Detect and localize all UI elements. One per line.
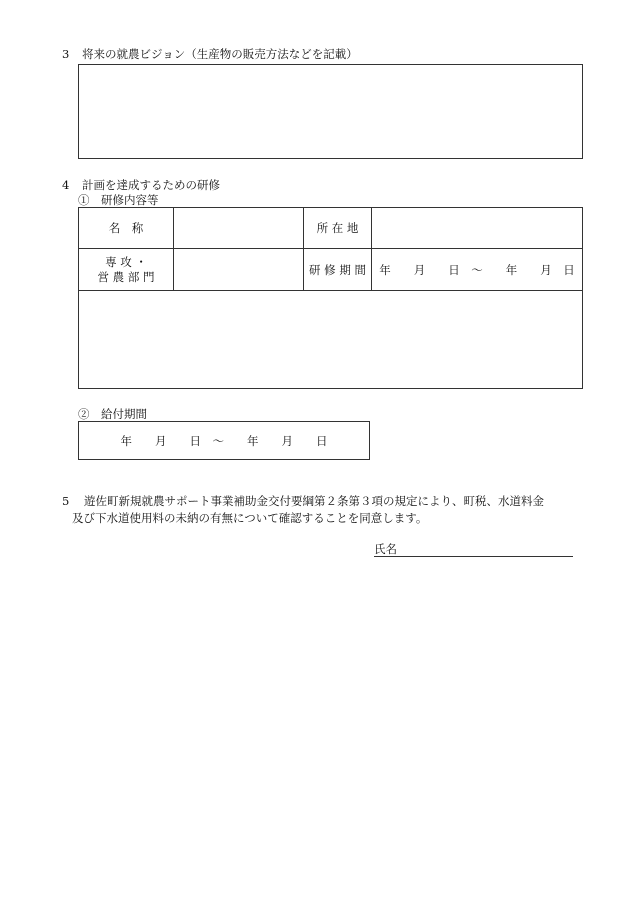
name-label: 名 称: [108, 221, 144, 235]
major-label-line1: 専 攻 ・: [105, 254, 147, 269]
section-3-title: 将来の就農ビジョン（生産物の販売方法などを記載）: [82, 47, 358, 61]
section-3-number: 3: [62, 47, 70, 61]
training-details-field[interactable]: [79, 291, 582, 388]
training-content-subtitle: ① 研修内容等: [78, 193, 159, 207]
payment-period-box[interactable]: [78, 421, 370, 460]
major-field[interactable]: [174, 249, 303, 290]
signature-line[interactable]: [374, 556, 573, 557]
section-4-title: 計画を達成するための研修: [82, 178, 220, 192]
location-field[interactable]: [372, 208, 582, 248]
training-period-label: 研 修 期 間: [309, 262, 366, 277]
section-5-text-line2: 及び下水道使用料の未納の有無について確認することを同意します。: [72, 511, 428, 525]
payment-period-value: 年 月 日 ～ 年 月 日: [120, 433, 328, 448]
location-label: 所 在 地: [316, 221, 359, 235]
payment-period-subtitle: ② 給付期間: [78, 407, 147, 421]
signature-label: 氏名: [374, 542, 397, 556]
training-table: [78, 207, 583, 389]
section-4-number: 4: [62, 178, 70, 192]
training-period-value[interactable]: 年 月 日 ～ 年 月 日: [379, 262, 575, 277]
name-field[interactable]: [174, 208, 303, 248]
farming-vision-textarea[interactable]: [78, 64, 583, 159]
major-label-line2: 営 農 部 門: [97, 269, 155, 284]
section-5-text-line1: 遊佐町新規就農サポート事業補助金交付要綱第２条第３項の規定により、町税、水道料金: [84, 494, 544, 508]
major-label: [79, 249, 173, 290]
section-5-number: 5: [62, 494, 70, 508]
